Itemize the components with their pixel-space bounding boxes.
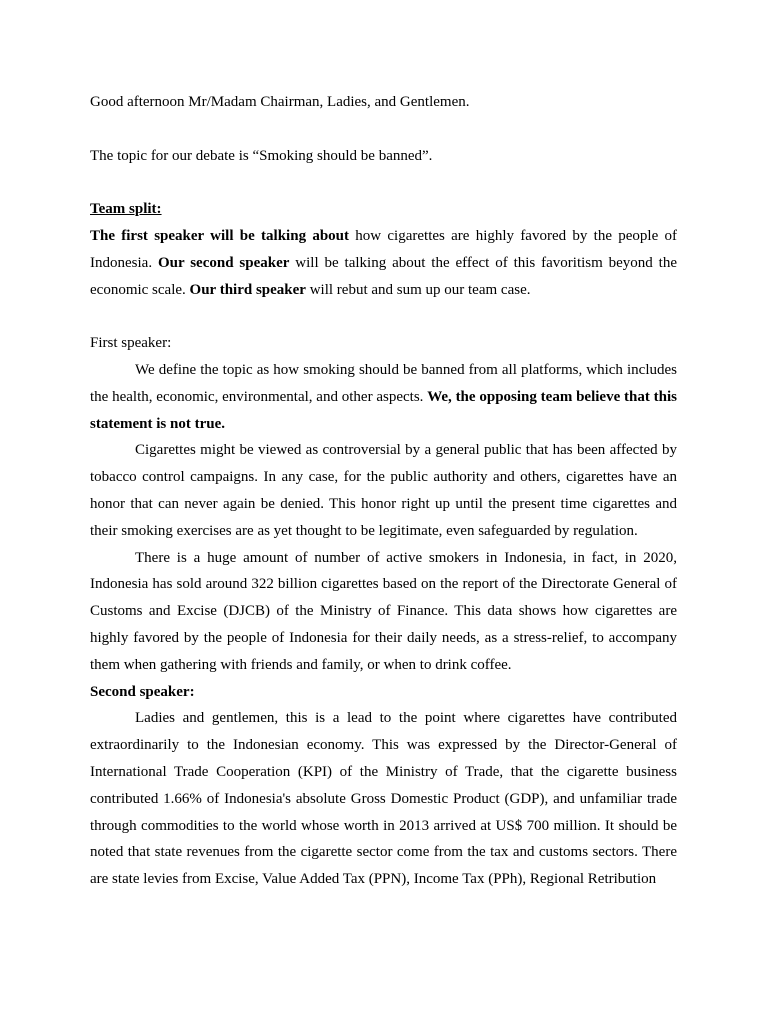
first-speaker-intro-text: how cigarettes are highly favored by the people of Indonesia. [90, 227, 677, 271]
first-speaker-label: First speaker: [90, 335, 172, 352]
spacer [90, 116, 677, 143]
team-split-heading: Team split: [90, 201, 162, 218]
first-speaker-paragraph-3: There is a huge amount of number of active smokers in Indonesia, in fact, in 2020, Indonesia has sold around 322 billion cigarettes based on the report of the Directorate General of Customs and Excise (DJCB) of the Ministry of Finance. This data shows how cigarettes are highly favored by the people of Indonesia for their daily needs, as a stress-relief, to accompany them when gathering with friends and family, or when to drink coffee. [90, 549, 677, 673]
second-speaker-label: Second speaker: [90, 683, 195, 700]
second-speaker-paragraph-1: Ladies and gentlemen, this is a lead to the point where cigarettes have contributed extraordinarily to the Indonesian economy. This was expressed by the Director-General of International Trade Cooperation (KPI) of the Ministry of Trade, that the cigarette business contributed 1.66% of Indonesia's absolute Gross Domestic Product (GDP), and unfamiliar trade through commodities to the world whose worth in 2013 arrived at US$ 700 million. It should be noted that state revenues from the cigarette sector come from the tax and customs sectors. There are state levies from Excise, Value Added Tax (PPN), Income Tax (PPh), Regional Retribution [90, 710, 677, 888]
opposition-statement: We, the opposing team believe that this statement is not true. [90, 388, 677, 432]
third-speaker-intro-bold: Our third speaker [189, 281, 306, 298]
team-split-paragraph [90, 223, 677, 303]
first-speaker-paragraph-2: Cigarettes might be viewed as controversial by a general public that has been affected by tobacco control campaigns. In any case, for the public authority and others, cigarettes have an honor that can never again be denied. This honor right up until the present time cigarettes and their smoking exercises are as yet thought to be legitimate, even safeguarded by regulation. [90, 442, 677, 539]
spacer [90, 169, 677, 196]
second-speaker-intro-text: will be talking about the effect of this favoritism beyond the economic scale. [90, 254, 678, 298]
first-speaker-intro-bold: The first speaker will be talking about [90, 227, 350, 244]
topic-line: The topic for our debate is “Smoking should be banned”. [90, 147, 433, 164]
first-speaker-paragraph-1: We define the topic as how smoking should be banned from all platforms, which includes the health, economic, environmental, and other aspects. We, the opposing team believe that this statement is not true. [90, 361, 677, 432]
third-speaker-intro-text: will rebut and sum up our team case. [305, 281, 531, 298]
document-body [90, 89, 677, 893]
spacer [90, 303, 677, 330]
second-speaker-intro-bold: Our second speaker [157, 254, 290, 271]
greeting: Good afternoon Mr/Madam Chairman, Ladies, and Gentlemen. [90, 94, 470, 110]
